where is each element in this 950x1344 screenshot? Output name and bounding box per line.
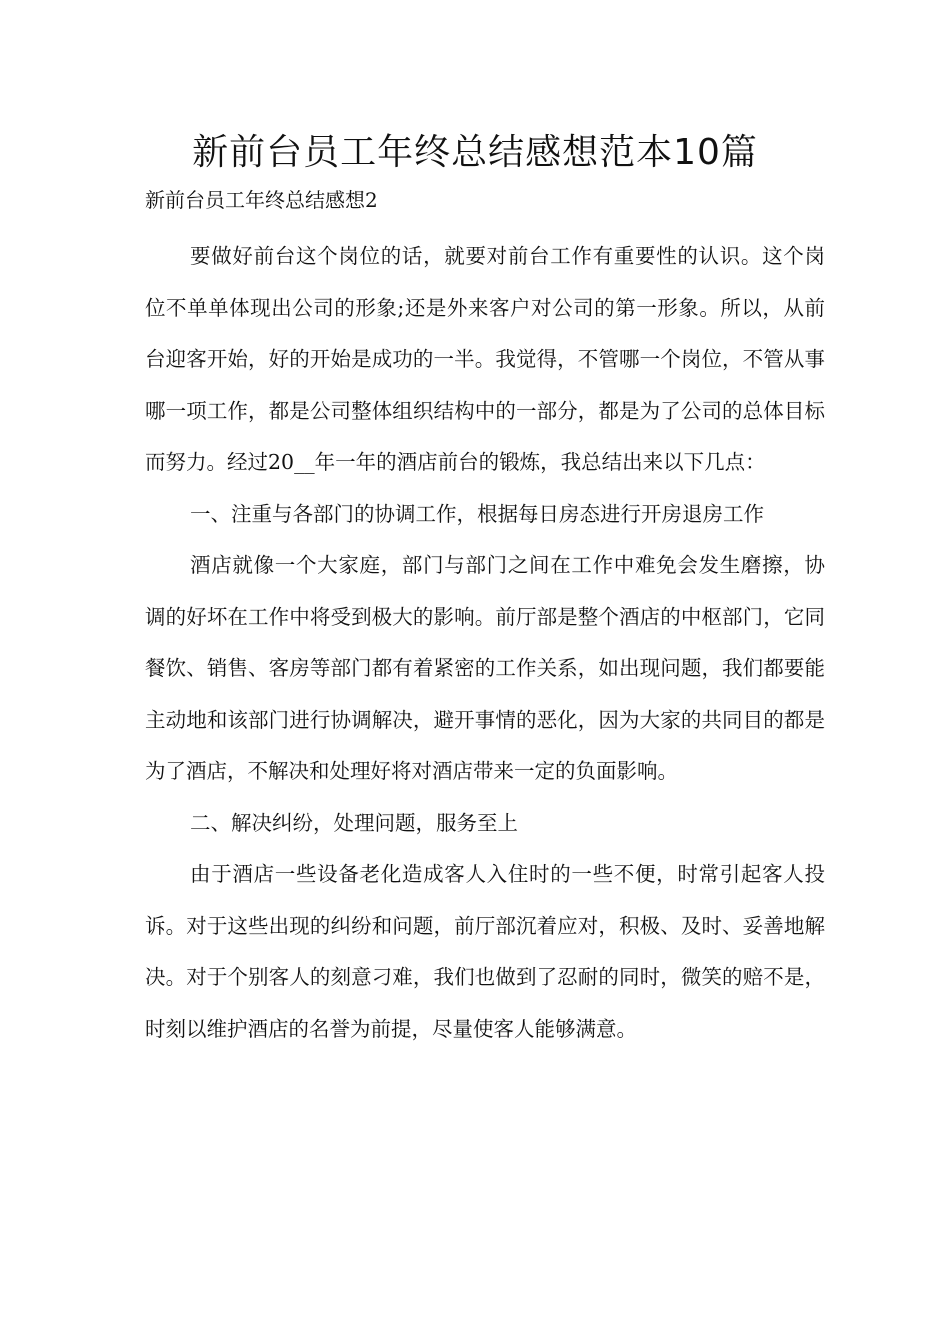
section-heading-2: 二、解决纠纷，处理问题，服务至上 (190, 810, 518, 835)
document-body (145, 231, 825, 1055)
paragraph-coordination: 酒店就像一个大家庭，部门与部门之间在工作中难免会发生磨擦，协调的好坏在工作中将受到极大的影响。前厅部是整个酒店的中枢部门，它同餐饮、销售、客房等部门都有着紧密的工作关系，如出现问题，我们都要能主动地和该部门进行协调解决，避开事情的恶化，因为大家的共同目的都是为了酒店，不解决和处理好将对酒店带来一定的负面影响。 (145, 553, 825, 783)
document-subtitle: 新前台员工年终总结感想2 (145, 188, 378, 212)
paragraph-disputes: 由于酒店一些设备老化造成客人入住时的一些不便，时常引起客人投诉。对于这些出现的纠纷和问题，前厅部沉着应对，积极、及时、妥善地解决。对于个别客人的刻意刁难，我们也做到了忍耐的同时，微笑的赔不是，时刻以维护酒店的名誉为前提，尽量使客人能够满意。 (145, 862, 825, 1041)
paragraph-intro: 要做好前台这个岗位的话，就要对前台工作有重要性的认识。这个岗位不单单体现出公司的形象;还是外来客户对公司的第一形象。所以，从前台迎客开始，好的开始是成功的一半。我觉得，不管哪一个岗位，不管从事哪一项工作，都是公司整体组织结构中的一部分，都是为了公司的总体目标而努力。经过20__年一年的酒店前台的锻炼，我总结出来以下几点： (145, 244, 825, 474)
section-heading-1: 一、注重与各部门的协调工作，根据每日房态进行开房退房工作 (190, 501, 764, 526)
document-title: 新前台员工年终总结感想范本10篇 (192, 132, 758, 173)
